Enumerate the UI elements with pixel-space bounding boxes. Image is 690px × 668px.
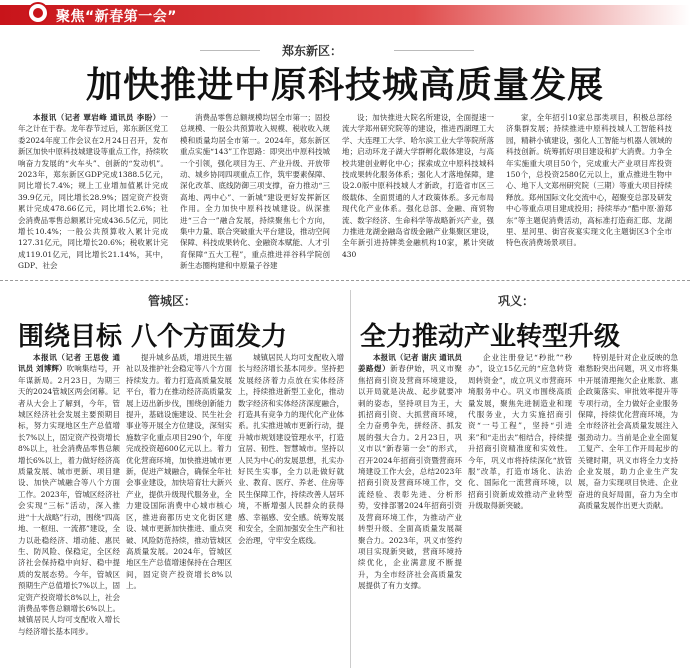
- main-column-4: [506, 112, 672, 278]
- right-col3-text: 特别是针对企业反映的急难愁盼突出问题，巩义市将集中开展清理拖欠企业账款、惠企政策落实、审批效率提升等专项行动，全力做好企业服务保障，持续优化营商环境，为全市经济社会高质量发展注入强劲动力。当前是企业全面复工复产、全年工作开局起步的关键时期，巩义市将全力支持企业发展，助力企业生产发展，奋力实现项目快进、企业奋进的良好局面，奋力为全市高质量发展作出更大贡献。: [578, 353, 678, 511]
- column-divider: [350, 290, 351, 668]
- right-dateline: 巩义：: [498, 294, 535, 308]
- main-column-2: [180, 112, 330, 278]
- left-col1-text: 吹响集结号，开年谋新局。2月23日，为期三天的2024管城区两会闭幕。记者从大会上了解到，今年，管城区经济社会发展主要预期目标，努力实现地区生产总值增长7%以上，固定资产投资增长8%以上，社会消费品零售总额增长6%以上，着力做好经济高质量发展、城市更新、项目建设、加快产城融合等八个方面工作。2023年，管城区经济社会实现“三标”活动，深入推进“十大战略”行动，围绕“四高地、一枢纽、一流都”建设，全力以赴稳经济、增动能、惠民生、防风险、保稳定，全区经济社会保持稳中向好、稳中提质的发展态势。今年，管城区预期生产总值增长7%以上，固定资产投资增长8%以上，社会消费品零售总额增长6%以上。城镇居民人均可支配收入增长与经济增长基本同步。: [18, 364, 120, 636]
- right-headline: 全力推动产业转型升级: [360, 322, 621, 352]
- left-column-1: [18, 352, 120, 664]
- left-col3-text: 城镇居民人均可支配收入增长与经济增长基本同步。坚持把发展经济着力点放在实体经济上，持续推进新型工业化，推动数字经济和实体经济深度融合，打造具有竞争力的现代化产业体系。扎实推进城市更新行动，提升城市规划建设管理水平，打造宜居、韧性、智慧城市。坚持以人民为中心的发展思想，扎实办好民生实事，全力以赴做好就业、教育、医疗、养老、住房等民生保障工作，持续改善人居环境，不断增强人民群众的获得感、幸福感、安全感。统筹发展和安全，全面加强安全生产和社会治理，守牢安全底线。: [238, 353, 344, 545]
- main-col4-text: 家，全年招引10家总部类项目，积极总部经济集群发展；持续推进中原科技城人工智能科技园，精耕小镇建设，强化人工智能与机器人领域的科技创新。统筹抓好项目建设和扩大消费。力争全年实施重大项目50个，完成重大产业项目库投资150个，总投资2580亿元以上，重点推进生物中心、地下人文郑州研究院（三期）等重大项目持续释放。郑州国际文化交流中心，超聚变总部及研发中心等重点项目建成投用；持续举办“酷中原·游郑东”等主题促消费活动，高标准打造商汇邸、龙湖里、星河里、街宫夜宴实现文化主题街区3个全市特色夜消费场景项目。: [506, 113, 672, 248]
- left-headline: 围绕目标 八个方面发力: [18, 322, 288, 352]
- divider: [200, 50, 260, 51]
- divider: [394, 50, 474, 51]
- section-divider: [0, 280, 690, 281]
- section-header: [0, 0, 690, 32]
- right-column-2: [468, 352, 572, 664]
- main-dateline: 郑东新区：: [282, 44, 343, 58]
- section-title: 聚焦“新春第一会”: [56, 9, 177, 25]
- main-col2-text: 消费品零售总额规模均居全市第一；固投总规模、一般公共预算收入规模、税收收入规模和质量均居全市第一。2024年，郑东新区重点实施“143”工作思路：即突出中原科技城一个引领，强化项目为王、产业升级、开放带动、城乡协同四项重点工作，筑牢要素保障、深化改革、底线防御三项支撑，奋力推动“三高地、两中心”、一新城”建设更好发挥新区作用。全力加快中原科技城建设。纵深推进“三合一”融合发展，持续聚焦七个方向，集中力量、联合突破重大平台建设，推动空间保障、科技成果转化、金融资本赋能、人才引育保障“五大工程”，重点推进祥谷科学院创新生态圈构建和中原量子谷建: [180, 113, 330, 271]
- right-col1-text: 新春伊始，巩义市聚焦招商引资及营商环境建设，以开局就是决战、起步就要冲刺的姿态，坚持项目为王，大抓招商引资、大抓营商环境，全力奋勇争先，拼经济、抓发展的强大合力。2月23日，巩义市以“新春第一会”的形式，召开2024年招商引资暨营商环境建设工作大会，总结2023年招商引资及营商环境工作，交流经验、表彰先进、分析形势，安排部署2024年招商引资及营商环境工作，为推动产业转型升级、全面高质量发展凝聚合力。2023年，巩义市签约项目实现新突破，营商环境持续优化，企业满意度不断提升，为全市经济社会高质量发展提供了有力支撑。: [358, 364, 462, 591]
- main-col3-text: 设；加快推进大院名所建设，全面提速一流大学郑州研究院等的建设，推进西湖理工大学、大连理工大学、哈尔滨工业大学等院所落地；启动环龙子湖大学群孵化载体建设，与高校共建创业孵化中心；探索成立中原科技城科技成果转化服务体系；强化人才落地保障，建设2.0版中原科技城人才新政，打造省市区三级载体、全面贯通的人才政策体系。多元布局现代化产业体系。强化总部、金融、商贸物流、数字经济、生命科学等战略新兴产业，强力推进龙湖金融岛省级金融产业集聚区建设，全年新引进持牌类金融机构10家，累计突破430: [342, 113, 494, 259]
- main-column-3: [342, 112, 494, 278]
- main-headline: 加快推进中原科技城高质量发展: [85, 65, 604, 106]
- left-col2-text: 提升城乡品质，增进民生福祉以及推护社会稳定等八个方面持续发力。着力打造高质量发展平台，着力在推动经济高质量发展上迈出新步伐，围绕创新能力提升，基础设施建设、民生社会事业等开展全方位建设，深刻实施数字化重点项目290个，年度完成投资超600亿元以上。着力优化营商环境，加快推进城市更新，促进产城融合，确保全年社会事业建设，加快培育壮大新兴产业，提供升级现代服务业，全力建设国际消费中心城市核心区，推进商都历史文化街区建设、城市更新加快推进、重点突破、风险防范持续，推动管城区高质量发展。2024年，管城区地区生产总值增速保持在合理区间，固定资产投资增长8%以上。: [126, 353, 232, 591]
- right-col2-text: 企业注册登记“秒批”“秒办”，设立15亿元的“应急转贷周转资金”，成立巩义市营商环境服务中心。巩义市围绕高质量发展，聚焦先进制造业和现代服务业，大力实施招商引资“一号工程”，坚持“引进来”和“走出去”相结合，持续提升招商引资精准度和实效性。今年，巩义市将持续深化“放管服”改革，打造市场化、法治化、国际化一流营商环境，以招商引资新成效推动产业转型升级取得新突破。: [468, 353, 572, 511]
- left-column-2: [126, 352, 232, 664]
- right-byline: 本报讯（记者 谢庆 通讯员 姜路煜）: [358, 353, 462, 374]
- main-column-1: [18, 112, 168, 278]
- newspaper-logo-icon: [27, 2, 49, 24]
- left-column-3: [238, 352, 344, 664]
- left-dateline: 管城区：: [148, 294, 197, 308]
- right-column-1: [358, 352, 462, 664]
- main-byline: 本报讯（记者 覃岩峰 通讯员 李盼）: [33, 113, 161, 122]
- main-col1-text: 一年之计在于春。龙年春节过后，郑东新区党工委2024年度工作会议在2月24日召开，发布新区加快中原科技城建设等重点工作，持续吹响奋力发展的“火车头”、创新的“发动机”。2023年，郑东新区GDP完成1388.5亿元，同比增长7.4%；规上工业增加值累计完成39.9亿元，同比增长28.9%；固定资产投资累计完成478.66亿元，同比增长2.6%；社会消费品零售总额累计完成436.5亿元，同比增长10.4%；一般公共预算收入累计完成127.31亿元，同比增长20.6%；税收累计完成119.01亿元，同比增长21.14%，其中，GDP、社会: [18, 113, 168, 271]
- right-column-3: [578, 352, 678, 664]
- left-byline: 本报讯（记者 王思俊 通讯员 刘博辉）: [18, 353, 120, 374]
